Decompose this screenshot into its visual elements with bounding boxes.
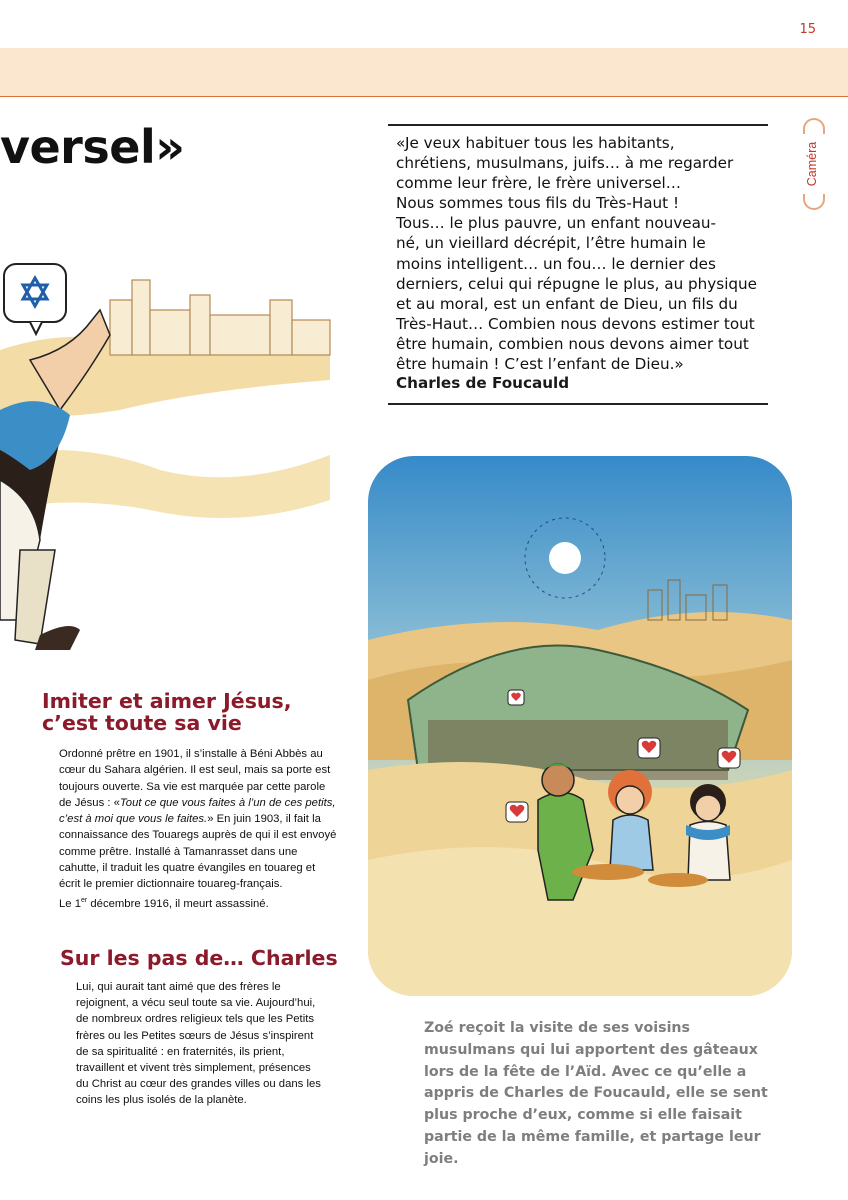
sun (549, 542, 581, 574)
character-girl-dark-hair (686, 784, 730, 880)
character-girl-red-hair (608, 770, 653, 870)
illustration-desert-feast (368, 440, 792, 996)
quote-line: Tous… le plus pauvre, un enfant nouveau- (396, 214, 717, 233)
paragraph-pas: Lui, qui aurait tant aimé que des frères le rejoignent, a vécu seul toute sa vie. Aujourd’hui, de nombreux ordres religieux tels que les Petits frères ou les Petites sœurs de Jésus s’inspirent de sa spiritualité : en fraternités, ils prient, travaillent et vivent très simplement, présences du Christ au cœur des grandes villes ou dans les coins les plus isolés de la planète. (76, 981, 321, 1107)
quote-rule-top (388, 124, 768, 126)
section-heading-pas: Sur les pas de… Charles (60, 946, 338, 970)
quote-line: comme leur frère, le frère universel… (396, 174, 681, 193)
section-heading-imiter (42, 690, 292, 734)
quote-line: Nous sommes tous fils du Très-Haut ! (396, 194, 680, 213)
quote-line: derniers, celui qui répugne le plus, au physique (396, 274, 758, 293)
illustration-walking-girl (0, 240, 340, 660)
jesus-quote: Tout ce que vous faites à l’un de ces petits, c’est à moi que vous le faites. (59, 796, 336, 826)
tab-label-wrap (798, 132, 826, 196)
quote-rule-bottom (388, 403, 768, 405)
death-date-suffix: décembre 1916, il meurt assassiné. (87, 897, 269, 910)
quote-line: chrétiens, musulmans, juifs… à me regarder (396, 154, 734, 173)
heading-line-2: c’est toute sa vie (42, 711, 242, 735)
heart-icon (638, 738, 660, 758)
heart-icon (718, 748, 740, 768)
quote-line: né, un vieillard décrépit, l’être humain le (396, 234, 706, 253)
speech-bubble (4, 264, 66, 334)
tab-bracket-bottom (803, 194, 825, 210)
paragraph-text: Ordonné prêtre en 1901, il s’installe à Béni Abbès au cœur du Sahara algérien. Il est seul, mais sa porte est toujours ouverte. Sa vie est marquée par cette parole de Jésus : « (59, 748, 331, 809)
quote-text (396, 133, 764, 374)
quote-line: moins intelligent… un fou… le dernier des (396, 254, 716, 273)
quote-line: et au moral, est un enfant de Dieu, un fils du (396, 294, 738, 313)
heart-icon (506, 802, 528, 822)
heading-line-1: Imiter et aimer Jésus, (42, 689, 292, 713)
quote-line: Très-Haut… Combien nous devons estimer tout (396, 314, 755, 333)
paragraph-imiter (59, 746, 339, 912)
header-band (0, 48, 848, 97)
section-tab[interactable] (798, 118, 826, 210)
death-date-sup: er (81, 896, 88, 904)
paragraph-text: » En juin 1903, il fait la connaissance des Touaregs auprès de qui il est envoyé comme prêtre. Installé à Tamanrasset dans une cahutte, il traduit les quatre évangiles en touareg et écrit le premier dictionnaire touareg-français. (59, 813, 337, 891)
tab-label: Caméra (805, 141, 819, 187)
death-date-prefix: Le 1 (59, 897, 81, 910)
illustration-caption: Zoé reçoit la visite de ses voisins musulmans qui lui apportent des gâteaux lors de la fête de l’Aïd. Avec ce qu’elle a appris de Charles de Foucauld, elle se sent plus proche d’eux, comme si elle faisait partie de la même famille, et partage leur joie. (424, 1020, 768, 1167)
quote-line: «Je veux habituer tous les habitants, (396, 134, 675, 152)
heart-icon (508, 690, 524, 705)
quote-line: être humain ! C’est l’enfant de Dieu.» (396, 355, 684, 374)
page-title-fragment: versel» (0, 120, 185, 174)
quote-author: Charles de Foucauld (396, 374, 570, 392)
quote-line: être humain, combien nous devons aimer tout (396, 334, 749, 353)
page-number: 15 (799, 22, 816, 37)
